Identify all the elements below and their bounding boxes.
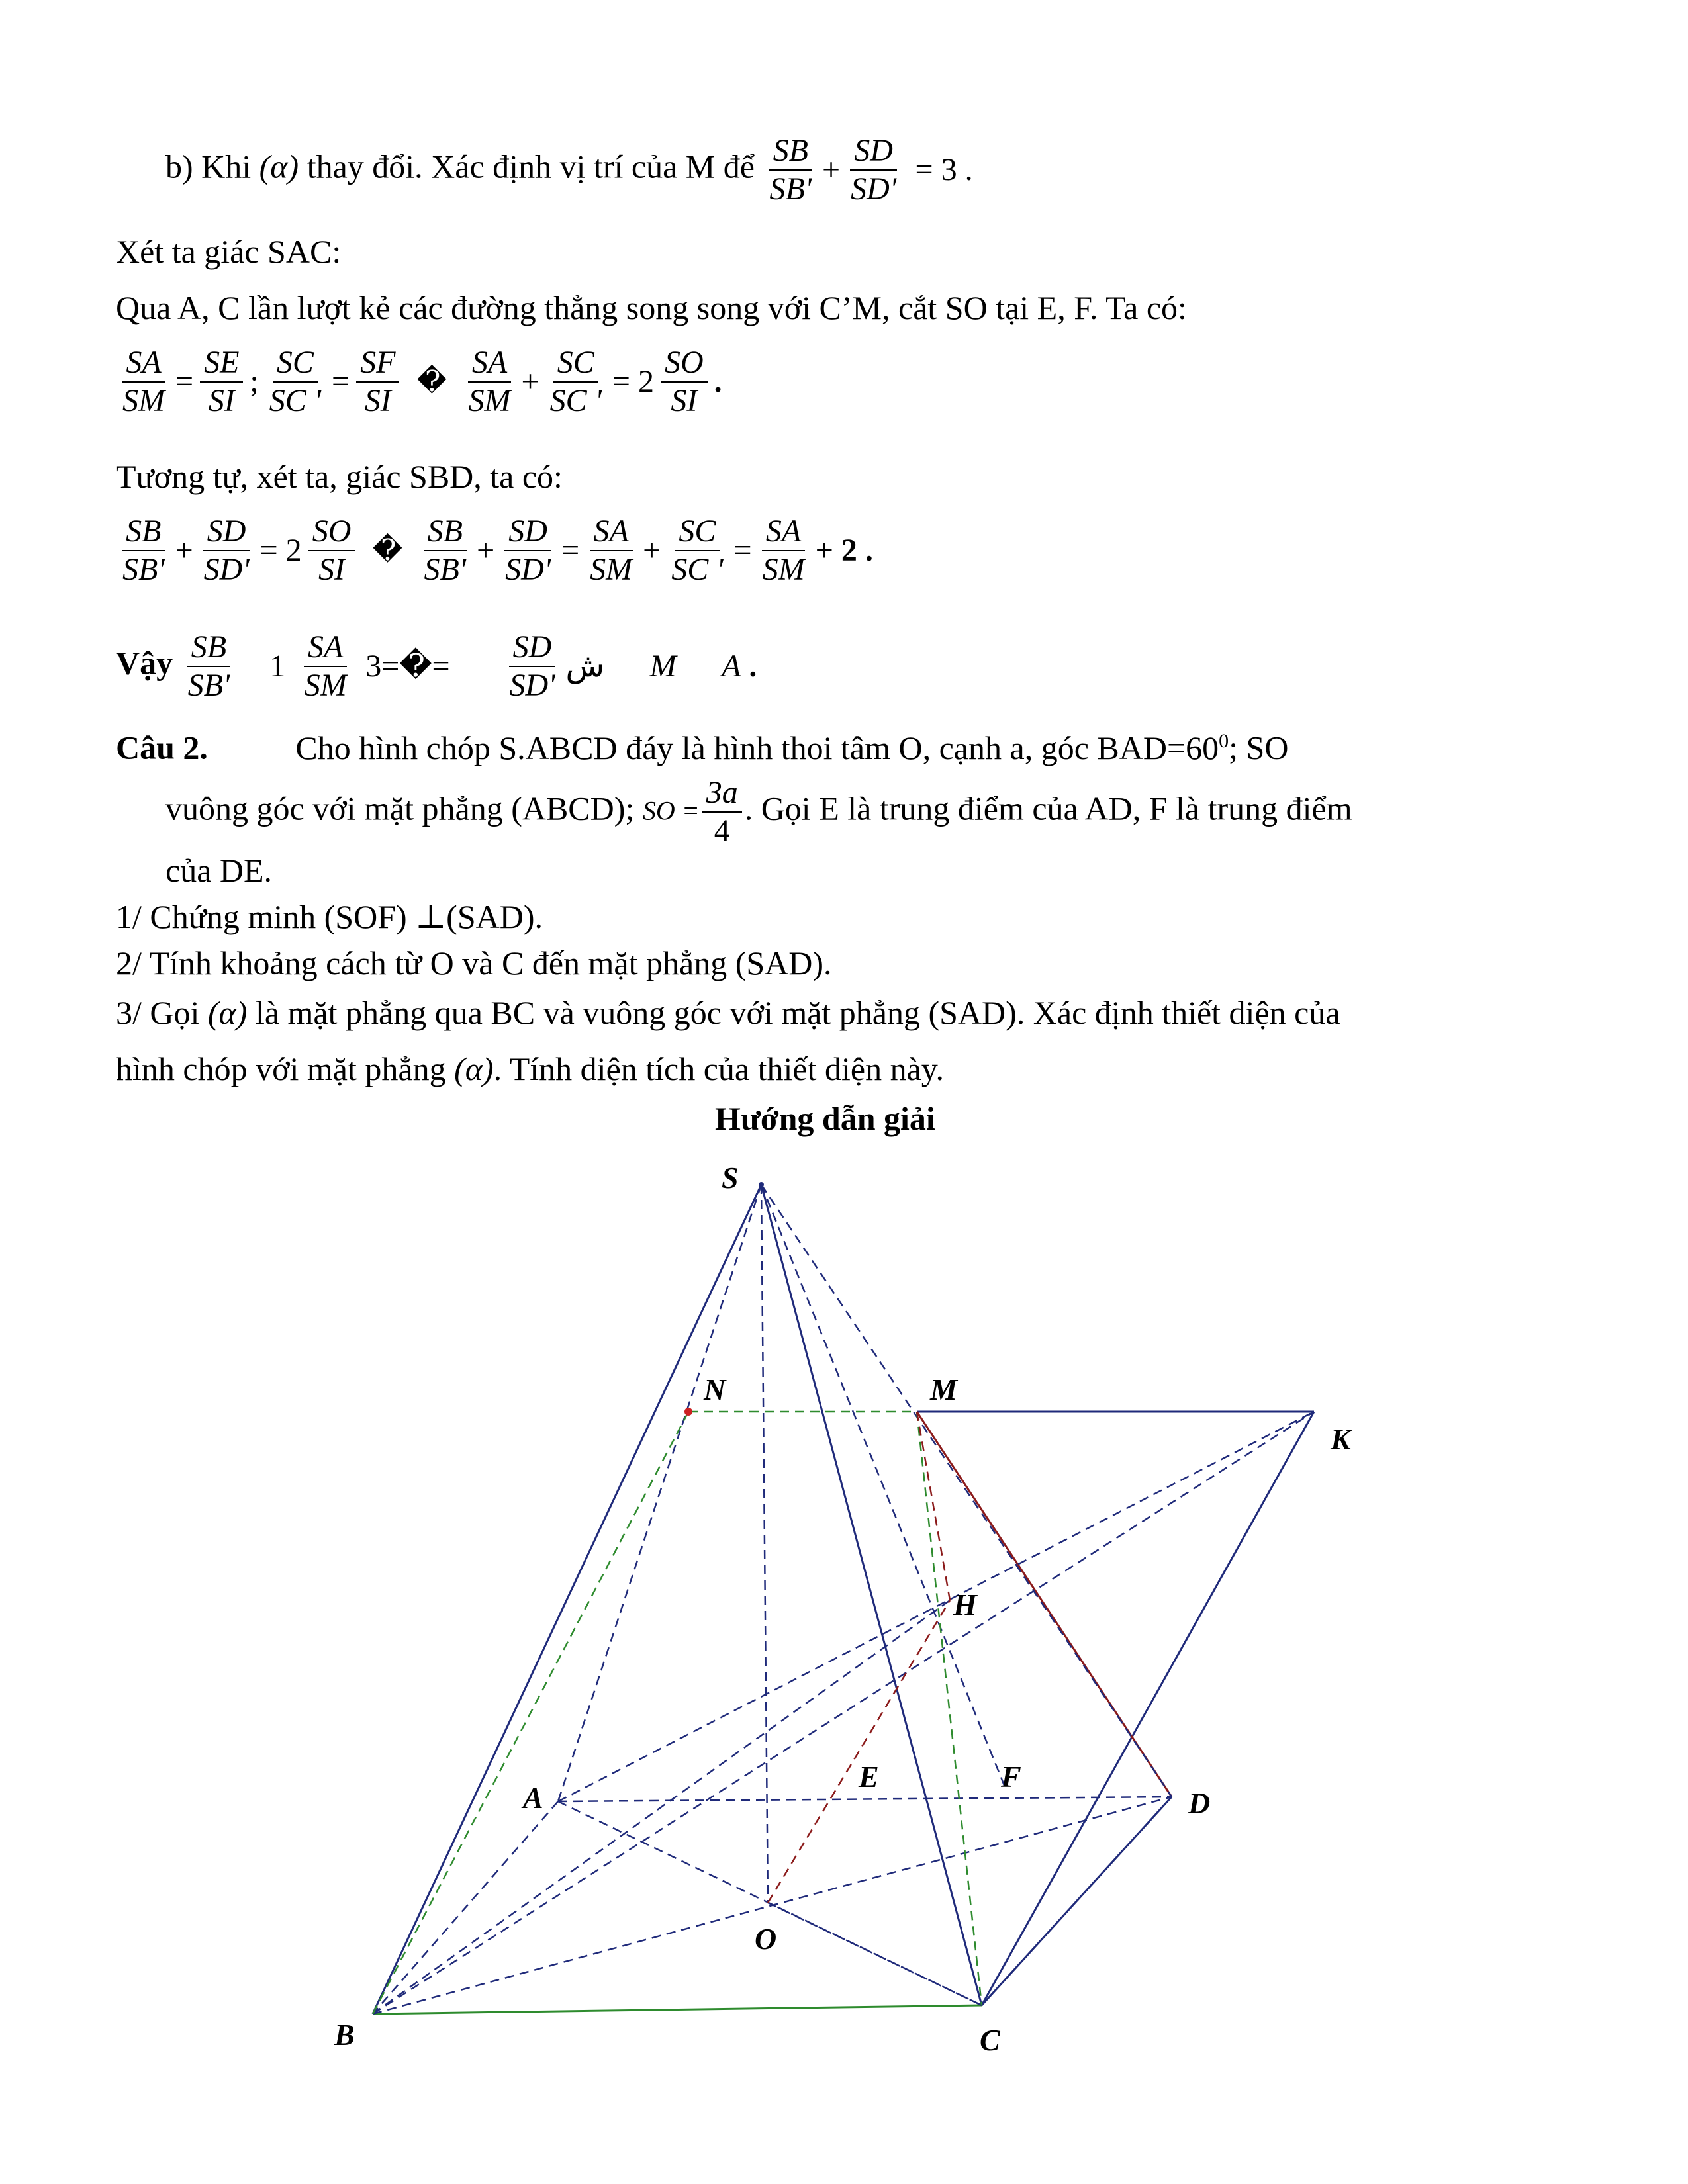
qua-ac: Qua A, C lần lượt kẻ các đường thẳng song song với C’M, cắt SO tại E, F. Ta có:	[116, 289, 1187, 326]
edge-bn	[373, 1412, 688, 2014]
implies-glyph: �	[416, 365, 447, 398]
solution-heading: Hướng dẫn giải	[715, 1100, 935, 1137]
edge-sf	[761, 1185, 1006, 1790]
edge-ab	[373, 1801, 558, 2014]
point-s	[759, 1182, 764, 1187]
equation-2: $\frac{SB}{SB'}$ + $\frac{SD}{SD'}$ = 2 $\frac{SO}{SI}$ � $\frac{SB}{SB'}$ + $\frac{SD}{SD'}$ = $\frac{SA}{SM}$ + $\frac{SC}{SC '}$ = $\frac{SA}{SM}$ + 2 .	[122, 514, 873, 587]
question-3: 3/ Gọi (α) là mặt phẳng qua BC và vuông góc với mặt phẳng (SAD). Xác định thiết diện của	[116, 994, 1340, 1031]
equation-1: $\frac{SA}{SM}$ = $\frac{SE}{SI}$ ; $\frac{SC}{SC '}$ = $\frac{SF}{SI}$ � $\frac{SA}{SM}$ + $\frac{SC}{SC '}$ = 2 $\frac{SO}{SI}$ .	[122, 345, 722, 418]
rhs: = 3 .	[915, 152, 973, 187]
fraction-sb: $\frac{SB}{SB'}$	[769, 133, 812, 206]
alpha-symbol: (α)	[259, 148, 299, 185]
question-3-cont: hình chóp với mặt phẳng (α). Tính diện tích của thiết diện này.	[116, 1050, 945, 1087]
question-1: 1/ Chứng minh (SOF) ⊥(SAD).	[116, 898, 543, 935]
label-s: S	[722, 1161, 739, 1195]
edge-ak	[558, 1412, 1314, 1801]
edge-cd	[982, 1797, 1172, 2005]
conclusion-line: Vậy $\frac{SB}{SB'}$ ش $\frac{SD}{SD'}$ =�=3 $\frac{SA}{SM}$ 1 M A .	[116, 629, 757, 703]
edge-bh	[373, 1600, 950, 2014]
label-o: O	[755, 1922, 777, 1956]
cau2-line3: của DE.	[165, 852, 273, 889]
implies-glyph: �	[372, 534, 402, 567]
label-n: N	[704, 1373, 726, 1406]
edge-sd	[761, 1185, 1172, 1797]
edge-sa	[558, 1185, 761, 1801]
fraction-sd: $\frac{SD}{SD'}$	[851, 133, 897, 206]
cau2-label: Câu 2.	[116, 729, 208, 766]
xet-sac: Xét ta giác SAC:	[116, 233, 342, 270]
label-f: F	[1001, 1760, 1021, 1794]
edge-ad	[558, 1797, 1172, 1801]
label-a: A	[523, 1781, 543, 1815]
label-h: H	[953, 1588, 977, 1621]
part-b-prefix: b) Khi	[165, 148, 252, 185]
edge-mc	[917, 1412, 982, 2005]
edge-bc	[373, 2005, 982, 2014]
cau2-line2: vuông góc với mặt phẳng (ABCD); SO = $\frac{3a}{4}$ . Gọi E là trung điểm của AD, F là trung điểm	[165, 775, 1352, 848]
point-n	[684, 1408, 692, 1416]
vay-label: Vậy	[116, 644, 173, 682]
label-b: B	[334, 2018, 355, 2052]
label-k: K	[1331, 1422, 1351, 1456]
label-c: C	[980, 2023, 1000, 2057]
label-d: D	[1188, 1786, 1211, 1820]
part-b-line: b) Khi (α) thay đổi. Xác định vị trí của M để $\frac{SB}{SB'}$ + $\frac{SD}{SD'}$ = 3 .	[165, 133, 973, 206]
tuong-tu: Tương tự, xét ta, giác SBD, ta có:	[116, 458, 563, 495]
label-m: M	[930, 1373, 957, 1406]
edge-so	[761, 1185, 768, 1903]
part-b-middle: thay đổi. Xác định vị trí của M để	[306, 148, 755, 185]
edge-kc	[982, 1412, 1314, 2005]
label-e: E	[859, 1760, 879, 1794]
question-2: 2/ Tính khoảng cách từ O và C đến mặt phẳng (SAD).	[116, 944, 832, 981]
cau2-line1: Câu 2. Cho hình chóp S.ABCD đáy là hình thoi tâm O, cạnh a, góc $BAD=60^0$; SO	[116, 729, 1289, 766]
